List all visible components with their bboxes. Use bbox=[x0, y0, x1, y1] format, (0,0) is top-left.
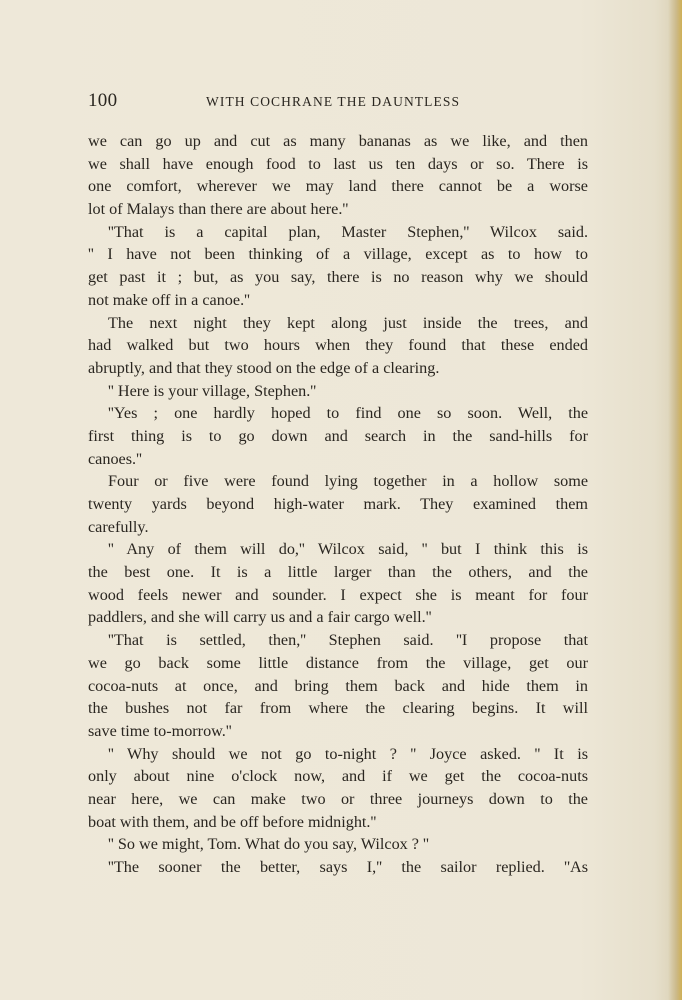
text-line: we go back some little distance from the village, get our bbox=[88, 653, 588, 672]
text-line: carefully. bbox=[88, 517, 149, 536]
text-line: save time to-morrow.'' bbox=[88, 721, 232, 740]
text-line: ''The sooner the better, says I,'' the sailor replied. ''As bbox=[108, 858, 588, 876]
text-line: the bushes not far from where the clearing begins. It will bbox=[88, 699, 588, 718]
text-line: twenty yards beyond high-water mark. They examined them bbox=[88, 495, 588, 513]
text-line: ''Yes ; one hardly hoped to find one so soon. Well, the bbox=[108, 404, 588, 423]
text-line: '' Why should we not go to-night ? '' Joyce asked. '' It is bbox=[108, 744, 588, 763]
text-line: had walked but two hours when they found that these ended bbox=[88, 336, 588, 355]
text-line: we can go up and cut as many bananas as we like, and then bbox=[88, 132, 588, 150]
text-line: The next night they kept along just inside the trees, and bbox=[108, 313, 588, 332]
running-title: WITH COCHRANE THE DAUNTLESS bbox=[206, 94, 461, 109]
text-line: get past it ; but, as you say, there is no reason why we should bbox=[88, 268, 588, 287]
text-line: wood feels newer and sounder. I expect she is meant for four bbox=[88, 585, 588, 604]
text-line: '' I have not been thinking of a village, except as to how to bbox=[88, 245, 588, 264]
text-line: one comfort, wherever we may land there cannot be a worse bbox=[88, 177, 588, 196]
text-line: '' Any of them will do,'' Wilcox said, '' but I think this is bbox=[108, 540, 588, 559]
text-line: ''That is settled, then,'' Stephen said. ''I propose that bbox=[108, 631, 588, 650]
text-line: '' Here is your village, Stephen.'' bbox=[108, 381, 317, 400]
text-line: lot of Malays than there are about here.'' bbox=[88, 200, 349, 219]
text-line: paddlers, and she will carry us and a fair cargo well.'' bbox=[88, 608, 432, 627]
text-line: boat with them, and be off before midnight.'' bbox=[88, 812, 377, 831]
text-line: the best one. It is a little larger than the others, and the bbox=[88, 563, 588, 582]
text-line: Four or five were found lying together in a hollow some bbox=[108, 472, 588, 491]
page-number: 100 bbox=[88, 90, 118, 111]
text-line: cocoa-nuts at once, and bring them back and hide them in bbox=[88, 676, 588, 695]
text-line: '' So we might, Tom. What do you say, Wilcox ? '' bbox=[108, 835, 429, 854]
text-line: first thing is to go down and search in the sand-hills for bbox=[88, 426, 588, 445]
text-line: ''That is a capital plan, Master Stephen,'' Wilcox said. bbox=[108, 222, 588, 241]
text-line: abruptly, and that they stood on the edge of a clearing. bbox=[88, 358, 440, 377]
body-text bbox=[88, 130, 588, 879]
text-line: not make off in a canoe.'' bbox=[88, 290, 250, 309]
page-header bbox=[88, 90, 588, 116]
text-line: canoes.'' bbox=[88, 449, 142, 468]
text-line: near here, we can make two or three journeys down to the bbox=[88, 789, 588, 808]
text-line: only about nine o'clock now, and if we get the cocoa-nuts bbox=[88, 767, 588, 786]
text-line: we shall have enough food to last us ten days or so. There is bbox=[88, 154, 588, 173]
page-edge bbox=[668, 0, 682, 1000]
